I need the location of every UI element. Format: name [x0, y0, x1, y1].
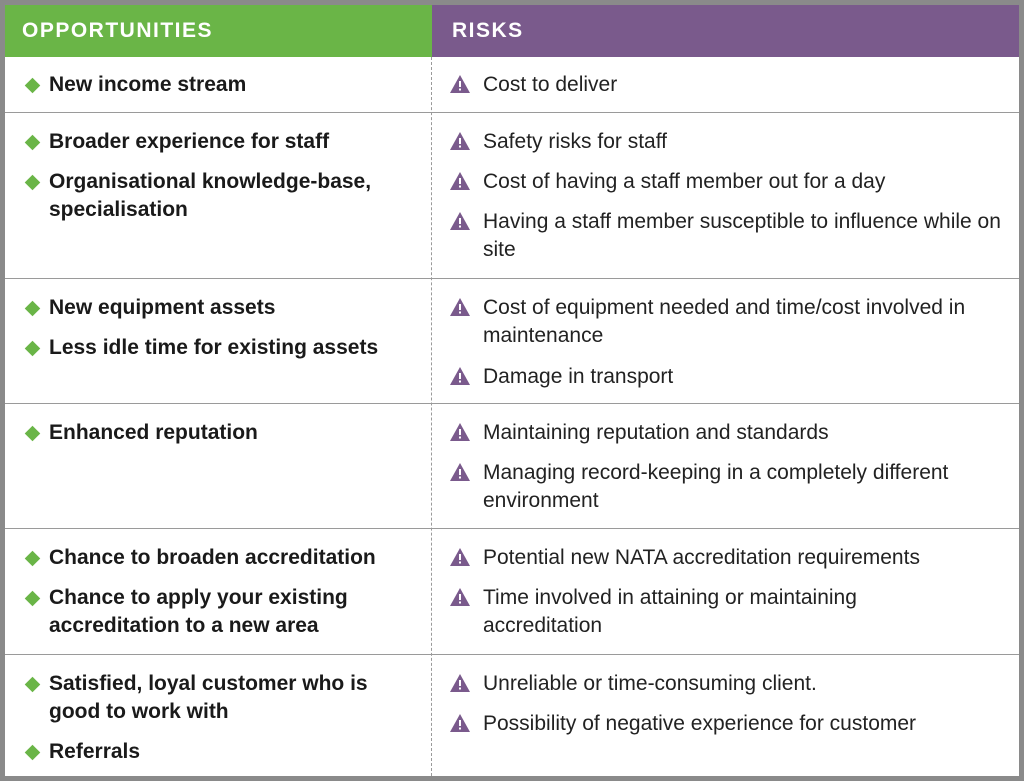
- risk-item: [432, 670, 1012, 698]
- diamond-bullet-icon: [25, 677, 41, 693]
- risk-text: Cost of having a staff member out for a day: [483, 170, 886, 193]
- diamond-bullet-icon: [25, 551, 41, 567]
- opportunity-text: Enhanced reputation: [49, 421, 258, 444]
- opportunity-item: [5, 128, 425, 156]
- opportunity-item: [5, 334, 425, 362]
- opportunity-item: [5, 584, 415, 640]
- warning-triangle-icon: [449, 462, 471, 482]
- warning-triangle-icon: [449, 366, 471, 386]
- opportunity-text: Less idle time for existing assets: [49, 336, 379, 359]
- table-row: [5, 404, 1019, 529]
- risk-item: [432, 584, 972, 640]
- risk-text: Managing record-keeping in a completely different environment: [483, 461, 949, 512]
- opportunity-text: Broader experience for staff: [49, 130, 330, 153]
- warning-triangle-icon: [449, 131, 471, 151]
- risk-item: [432, 71, 617, 99]
- opportunity-item: [5, 738, 425, 766]
- opportunity-text: New income stream: [49, 73, 247, 96]
- diamond-bullet-icon: [25, 78, 41, 94]
- diamond-bullet-icon: [25, 426, 41, 442]
- table-row: [5, 279, 1019, 404]
- opportunity-item: [5, 168, 425, 224]
- opportunity-item: [5, 419, 425, 447]
- risk-text: Damage in transport: [483, 365, 674, 388]
- warning-triangle-icon: [449, 422, 471, 442]
- diamond-bullet-icon: [25, 591, 41, 607]
- opportunity-text: Organisational knowledge-base, specialisation: [49, 170, 372, 221]
- opportunity-text: Satisfied, loyal customer who is good to work with: [49, 672, 368, 723]
- diamond-bullet-icon: [25, 135, 41, 151]
- risk-item: [432, 544, 1019, 572]
- risks-header: RISKS: [432, 5, 1019, 57]
- opportunities-header: OPPORTUNITIES: [5, 5, 432, 57]
- risk-text: Safety risks for staff: [483, 130, 668, 153]
- warning-triangle-icon: [449, 587, 471, 607]
- risk-text: Possibility of negative experience for customer: [483, 712, 917, 735]
- table-row: [5, 113, 1019, 279]
- table-row: [5, 655, 1019, 776]
- warning-triangle-icon: [449, 297, 471, 317]
- opportunity-text: Chance to broaden accreditation: [49, 546, 376, 569]
- risk-text: Cost of equipment needed and time/cost involved in maintenance: [483, 296, 966, 347]
- opportunity-item: [5, 71, 246, 99]
- column-divider: [431, 57, 432, 776]
- diamond-bullet-icon: [25, 745, 41, 761]
- opportunity-item: [5, 670, 385, 726]
- opportunity-text: Chance to apply your existing accreditation to a new area: [49, 586, 348, 637]
- risk-item: [432, 459, 972, 515]
- diamond-bullet-icon: [25, 301, 41, 317]
- table-row: [5, 57, 1019, 113]
- risk-text: Time involved in attaining or maintaining accreditation: [483, 586, 857, 637]
- risk-item: [432, 208, 1007, 264]
- warning-triangle-icon: [449, 673, 471, 693]
- risk-item: [432, 419, 1012, 447]
- diamond-bullet-icon: [25, 175, 41, 191]
- risk-item: [432, 128, 1012, 156]
- warning-triangle-icon: [449, 547, 471, 567]
- warning-triangle-icon: [449, 171, 471, 191]
- warning-triangle-icon: [449, 211, 471, 231]
- warning-triangle-icon: [449, 74, 471, 94]
- risk-text: Having a staff member susceptible to influence while on site: [483, 210, 1001, 261]
- opportunity-text: New equipment assets: [49, 296, 276, 319]
- risk-item: [432, 710, 1019, 738]
- opportunity-item: [5, 294, 425, 322]
- risk-item: [432, 363, 1012, 391]
- risk-text: Potential new NATA accreditation requirements: [483, 546, 920, 569]
- opportunity-item: [5, 544, 430, 572]
- table-row: [5, 529, 1019, 655]
- opportunities-risks-table: [5, 5, 1019, 776]
- warning-triangle-icon: [449, 713, 471, 733]
- risk-item: [432, 168, 1012, 196]
- risk-text: Cost to deliver: [483, 73, 618, 96]
- opportunity-text: Referrals: [49, 740, 141, 763]
- risk-text: Unreliable or time-consuming client.: [483, 672, 817, 695]
- risk-item: [432, 294, 972, 350]
- diamond-bullet-icon: [25, 341, 41, 357]
- risk-text: Maintaining reputation and standards: [483, 421, 829, 444]
